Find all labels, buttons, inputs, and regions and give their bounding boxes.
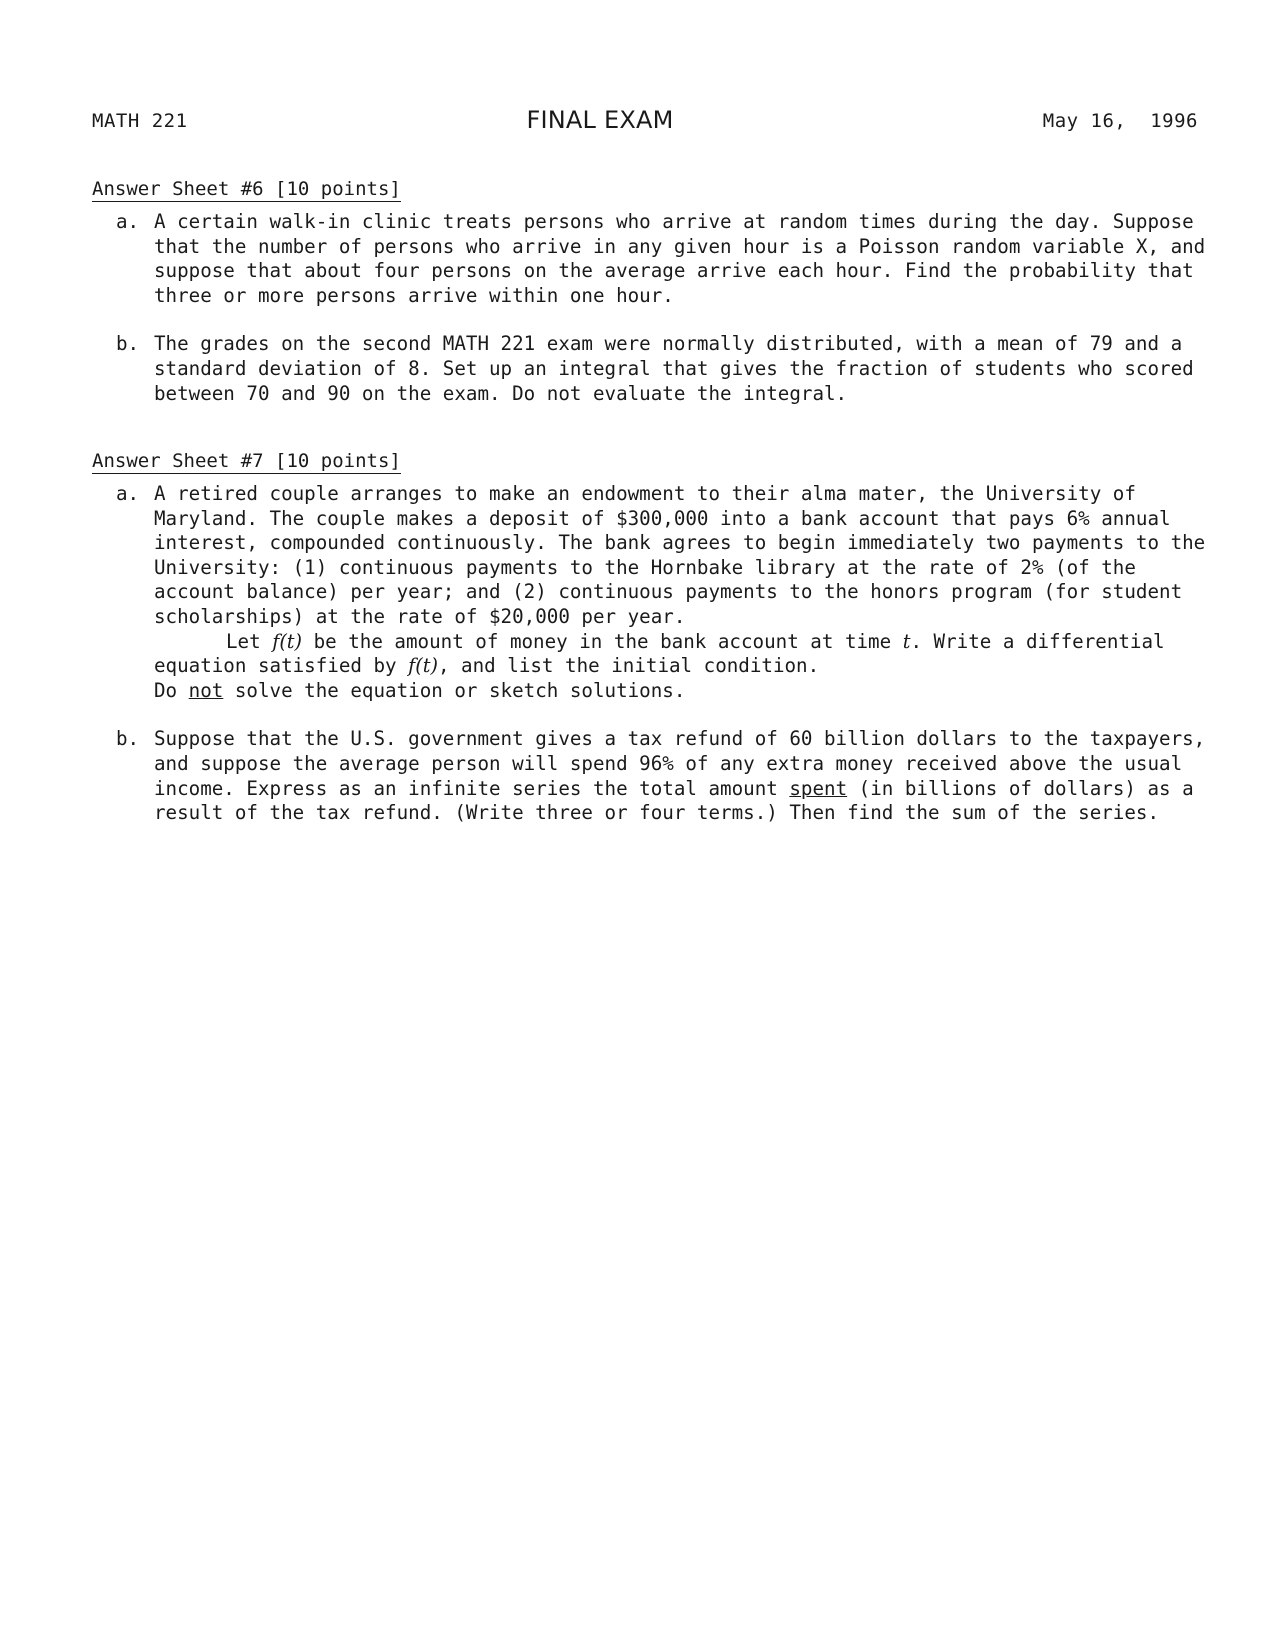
answer-sheet-7 — [92, 450, 1222, 850]
page-title: FINAL EXAM — [526, 106, 674, 134]
question-paragraph-3: Do not solve the equation or sketch solutions. — [154, 678, 686, 702]
function-symbol: f(t) — [272, 629, 303, 653]
question-letter: a. — [116, 482, 140, 505]
sheet-6-question-a — [92, 210, 1222, 308]
exam-date: May 16, 1996 — [1042, 110, 1198, 132]
question-letter: b. — [116, 727, 140, 751]
sheet-6-title: Answer Sheet #6 [10 points] — [92, 178, 401, 200]
sheet-7-title: Answer Sheet #7 [10 points] — [92, 450, 401, 472]
emphasis-underline: spent — [789, 776, 848, 800]
question-text: Suppose that the U.S. government gives a tax refund of 60 billion dollars to the taxpayers, and suppose the average person will spend 96% of any extra money received above the usual income. Express as an infinite series the total amount spent (in billions of dollars) as a result of the tax refund. (Write three or four terms.) Then find the sum of the series. — [154, 727, 1206, 825]
question-letter: b. — [116, 332, 140, 356]
function-symbol: f(t) — [408, 654, 438, 678]
question-paragraph-1: A retired couple arranges to make an endowment to their alma mater, the University of Maryland. The couple makes a deposit of $300,000 into a bank account that pays 6% annual interest, compounded continuously. The bank agrees to begin immediately two payments to the University: (1) continuous payments to the Hornbake library at the rate of 2% (of the account balance) per year; and (2) continuous payments to the honors program (for student scholarships) at the rate of $20,000 per year. — [154, 482, 1206, 628]
sheet-7-question-b — [92, 727, 1222, 825]
variable-symbol: t — [902, 629, 911, 653]
sheet-7-question-a — [92, 482, 1222, 703]
question-text: The grades on the second MATH 221 exam were normally distributed, with a mean of 79 and a standard deviation of 8. Set up an integral that gives the fraction of students who scored between 70 and 90 on the exam. Do not evaluate the integral. — [154, 332, 1194, 405]
question-letter: a. — [116, 210, 140, 233]
question-paragraph-2: Let f(t) be the amount of money in the bank account at time t. Write a differential equation satisfied by f(t), and list the initial condition. — [154, 629, 1165, 678]
sheet-6-question-b — [92, 332, 1222, 406]
answer-sheet-6 — [92, 178, 1222, 430]
course-label: MATH 221 — [92, 110, 188, 132]
emphasis-underline: not — [188, 678, 224, 702]
question-text: A certain walk-in clinic treats persons who arrive at random times during the day. Suppose that the number of persons who arrive in any given hour is a Poisson random variable X, and suppose that about four persons on the average arrive each hour. Find the probability that three or more persons arrive within one hour. — [154, 210, 1206, 307]
